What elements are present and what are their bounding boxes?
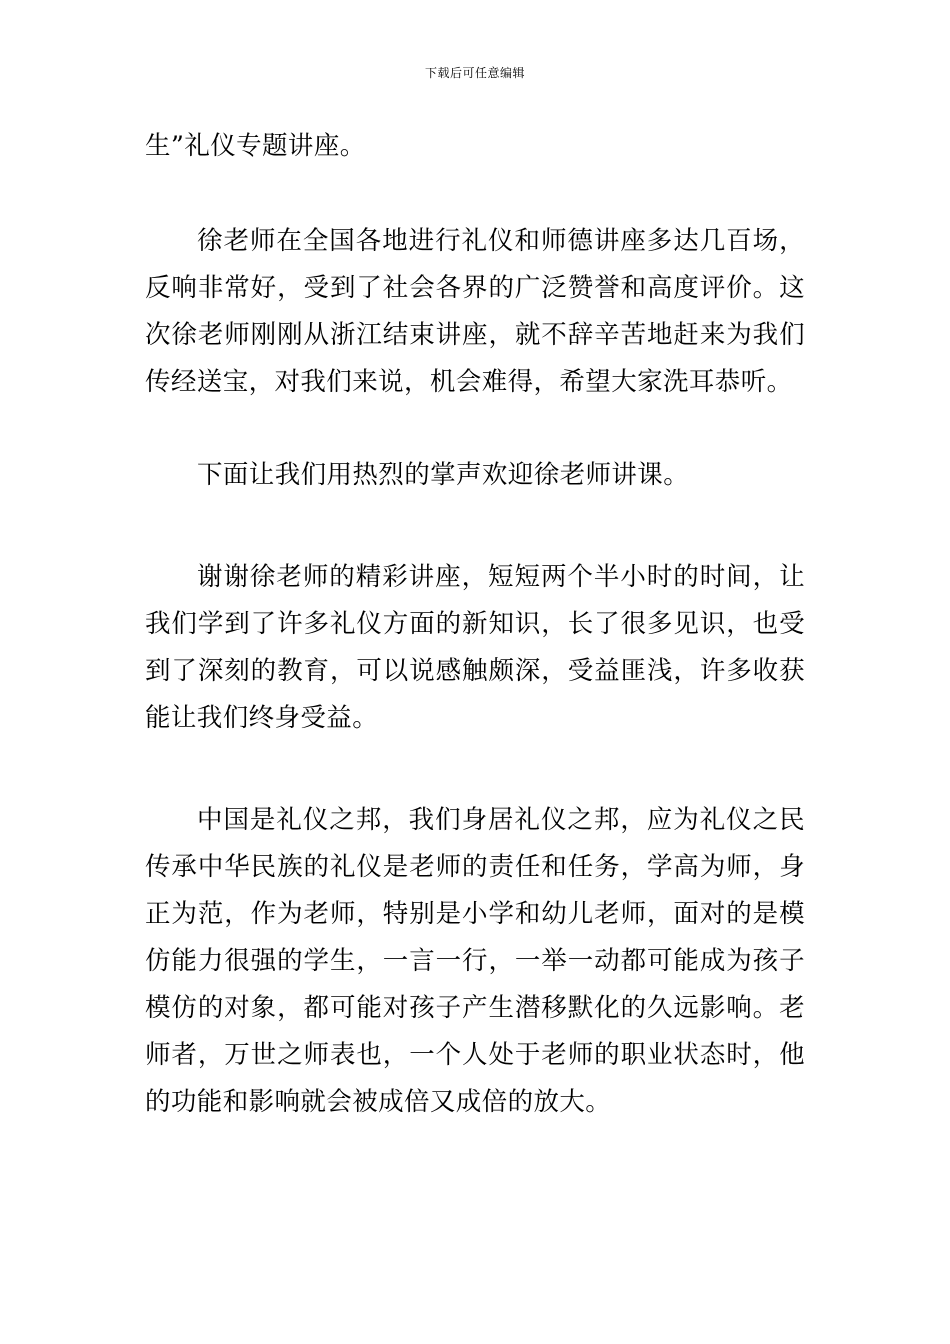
paragraph-introduction: 徐老师在全国各地进行礼仪和师德讲座多达几百场，反响非常好，受到了社会各界的广泛赞誉和高度评价。这次徐老师刚刚从浙江结束讲座，就不辞辛苦地赶来为我们传经送宝，对我们来说，机会难得，希望大家洗耳恭听。 <box>145 226 805 397</box>
paragraph-welcome: 下面让我们用热烈的掌声欢迎徐老师讲课。 <box>197 460 690 490</box>
paragraph-continuation: 生”礼仪专题讲座。 <box>145 131 366 161</box>
page-header: 下载后可任意编辑 <box>424 66 525 80</box>
paragraph-etiquette: 中国是礼仪之邦，我们身居礼仪之邦，应为礼仪之民传承中华民族的礼仪是老师的责任和任务，学高为师，身正为范，作为老师，特别是小学和幼儿老师，面对的是模仿能力很强的学生，一言一行，一举一动都可能成为孩子模仿的对象，都可能对孩子产生潜移默化的久远影响。老师者，万世之师表也，一个人处于老师的职业状态时，他的功能和影响就会被成倍又成倍的放大。 <box>145 805 805 1117</box>
paragraph-thanks: 谢谢徐老师的精彩讲座，短短两个半小时的时间，让我们学到了许多礼仪方面的新知识，长了很多见识，也受到了深刻的教育，可以说感触颇深，受益匪浅，许多收获能让我们终身受益。 <box>145 562 805 733</box>
document-body <box>145 123 805 1126</box>
